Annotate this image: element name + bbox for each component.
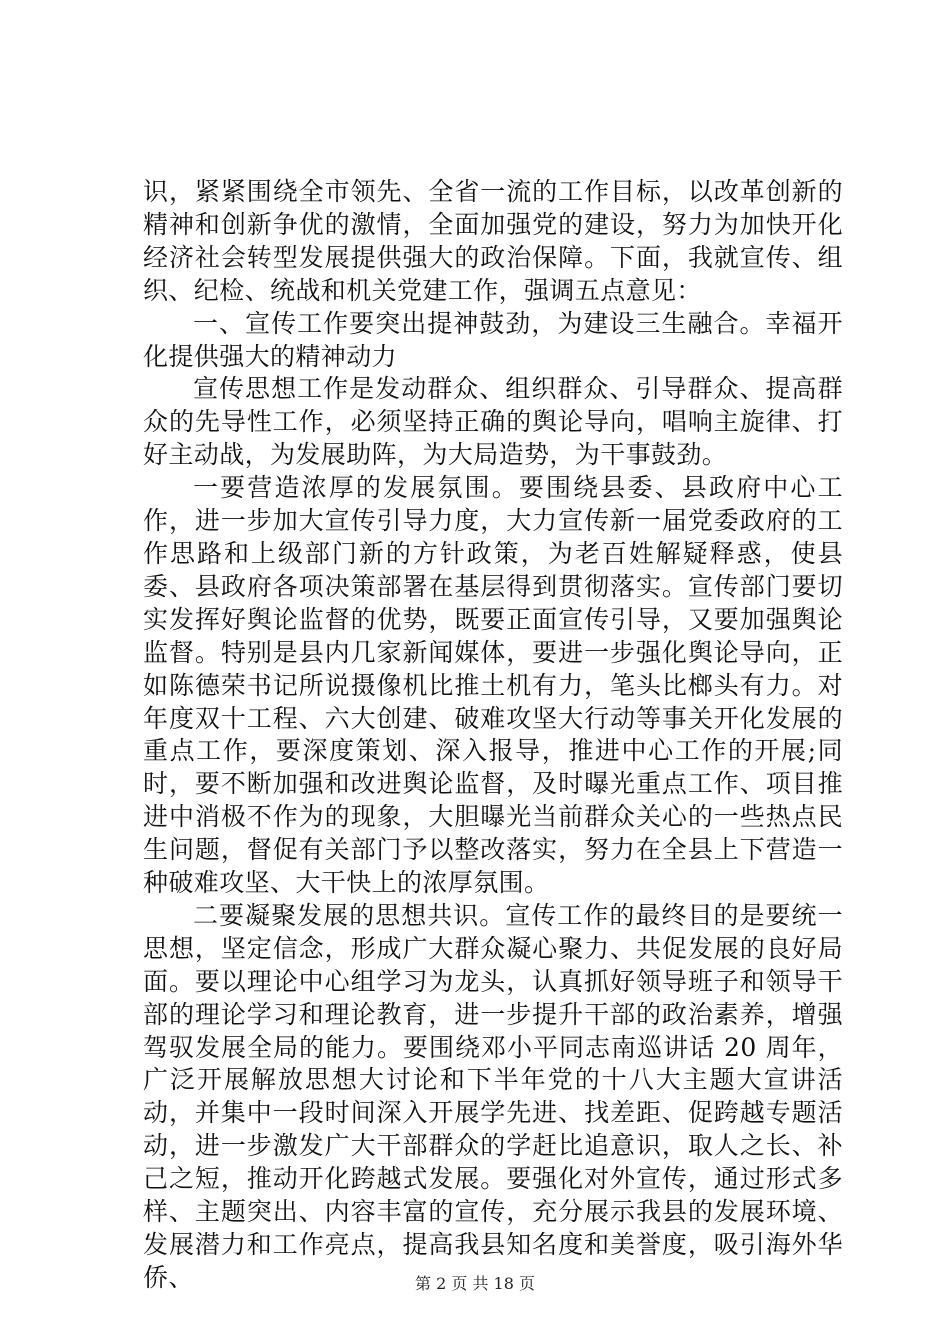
- document-body: [143, 176, 843, 1295]
- paragraph-5: 二要凝聚发展的思想共识。宣传工作的最终目的是要统一思想，坚定信念，形成广大群众凝心聚力、共促发展的良好局面。要以理论中心组学习为龙头，认真抓好领导班子和领导干部的理论学习和理论教育，进一步提升干部的政治素养，增强驾驭发展全局的能力。要围绕邓小平同志南巡讲话 20 周年，广泛开展解放思想大讨论和下半年党的十八大主题大宣讲活动，并集中一段时间深入开展学先进、找差距、促跨越专题活动，进一步激发广大干部群众的学赶比追意识，取人之长、补己之短，推动开化跨越式发展。要强化对外宣传，通过形式多样、主题突出、内容丰富的宣传，充分展示我县的发展环境、发展潜力和工作亮点，提高我县知名度和美誉度，吸引海外华侨、: [143, 900, 843, 1292]
- paragraph-1: 识，紧紧围绕全市领先、全省一流的工作目标，以改革创新的精神和创新争优的激情，全面加强党的建设，努力为加快开化经济社会转型发展提供强大的政治保障。下面，我就宣传、组织、纪检、统战和机关党建工作，强调五点意见：: [143, 177, 843, 305]
- page-number-footer: 第 2 页 共 18 页: [415, 1274, 535, 1293]
- paragraph-3: 宣传思想工作是发动群众、组织群众、引导群众、提高群众的先导性工作，必须坚持正确的舆论导向，唱响主旋律、打好主动战，为发展助阵，为大局造势，为干事鼓劲。: [143, 374, 843, 470]
- paragraph-2-heading: 一、宣传工作要突出提神鼓劲，为建设三生融合。幸福开化提供强大的精神动力: [143, 308, 843, 371]
- paragraph-4: 一要营造浓厚的发展氛围。要围绕县委、县政府中心工作，进一步加大宣传引导力度，大力宣传新一届党委政府的工作思路和上级部门新的方针政策，为老百姓解疑释惑，使县委、县政府各项决策部署在基层得到贯彻落实。宣传部门要切实发挥好舆论监督的优势，既要正面宣传引导，又要加强舆论监督。特别是县内几家新闻媒体，要进一步强化舆论导向，正如陈德荣书记所说摄像机比推土机有力，笔头比榔头有力。对年度双十工程、六大创建、破难攻坚大行动等事关开化发展的重点工作，要深度策划、深入报导，推进中心工作的开展;同时，要不断加强和改进舆论监督，及时曝光重点工作、项目推进中消极不作为的现象，大胆曝光当前群众关心的一些热点民生问题，督促有关部门予以整改落实，努力在全县上下营造一种破难攻坚、大干快上的浓厚氛围。: [143, 473, 843, 898]
